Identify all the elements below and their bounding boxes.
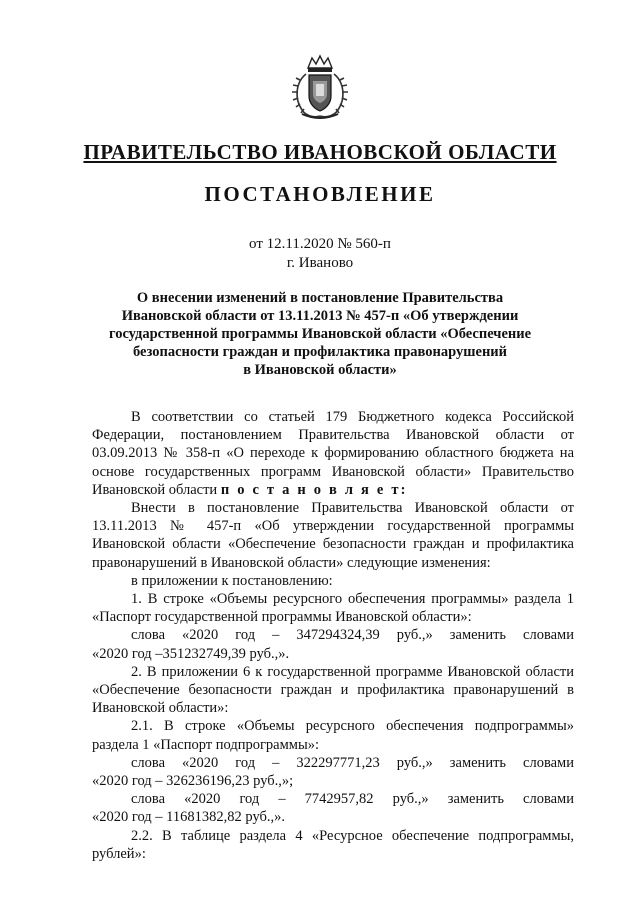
subject-line: в Ивановской области»	[243, 362, 397, 378]
paragraph-replace-words-2: слова «2020 год – 322297771,23 руб.,» заменить словами	[131, 754, 574, 771]
replacement-text-2: «2020 год – 326236196,23 руб.,»;	[92, 773, 294, 790]
document-type: ПОСТАНОВЛЕНИЕ	[204, 182, 436, 206]
preamble-text: В соответствии со статьей 179 Бюджетного кодекса Российской Федерации, постановлением Правительства Ивановской области от 03.09.2013 № 358-п «О переходе к формированию областного бюджета на основе государственных программ Ивановской области» Правительство Ивановской области	[92, 409, 574, 498]
paragraph-item-1: 1. В строке «Объемы ресурсного обеспечения программы» раздела 1 «Паспорт государственной программы Ивановской области»:	[92, 591, 574, 626]
paragraph-introduce-changes: Внести в постановление Правительства Ивановской области от 13.11.2013 № 457-п «Об утверждении государственной программы Ивановской области «Обеспечение безопасности граждан и профилактика правонарушений в Ивановской области» следующие изменения:	[92, 500, 574, 571]
paragraph-appendix: в приложении к постановлению:	[131, 572, 333, 589]
paragraph-preamble	[92, 408, 574, 499]
subject-line: О внесении изменений в постановление Правительства	[136, 290, 504, 306]
subject-line: Ивановской области от 13.11.2013 № 457-п «Об утверждении	[121, 308, 519, 324]
resolves-word: п о с т а н о в л я е т:	[220, 481, 408, 498]
replacement-text-1: «2020 год –351232749,39 руб.,».	[92, 645, 290, 662]
document-subject	[96, 289, 544, 379]
coat-of-arms-icon	[292, 54, 348, 122]
organization-title: ПРАВИТЕЛЬСТВО ИВАНОВСКОЙ ОБЛАСТИ	[83, 140, 557, 164]
document-body	[92, 408, 574, 863]
document-date-number: от 12.11.2020 № 560-п	[249, 236, 391, 252]
subject-line: государственной программы Ивановской области «Обеспечение	[108, 326, 532, 342]
paragraph-replace-words-1: слова «2020 год – 347294324,39 руб.,» заменить словами	[131, 627, 574, 644]
paragraph-item-2-2: 2.2. В таблице раздела 4 «Ресурсное обеспечение подпрограммы, рублей»:	[92, 827, 574, 862]
replacement-text-3: «2020 год – 11681382,82 руб.,».	[92, 809, 286, 826]
paragraph-replace-words-3: слова «2020 год – 7742957,82 руб.,» заменить словами	[131, 791, 574, 808]
subject-line: безопасности граждан и профилактика правонарушений	[132, 344, 508, 360]
paragraph-item-2: 2. В приложении 6 к государственной программе Ивановской области «Обеспечение безопасности граждан и профилактика правонарушений в Ивановской области»:	[92, 663, 574, 717]
paragraph-item-2-1: 2.1. В строке «Объемы ресурсного обеспечения подпрограммы» раздела 1 «Паспорт подпрограммы»:	[92, 718, 574, 753]
document-city: г. Иваново	[286, 255, 354, 271]
